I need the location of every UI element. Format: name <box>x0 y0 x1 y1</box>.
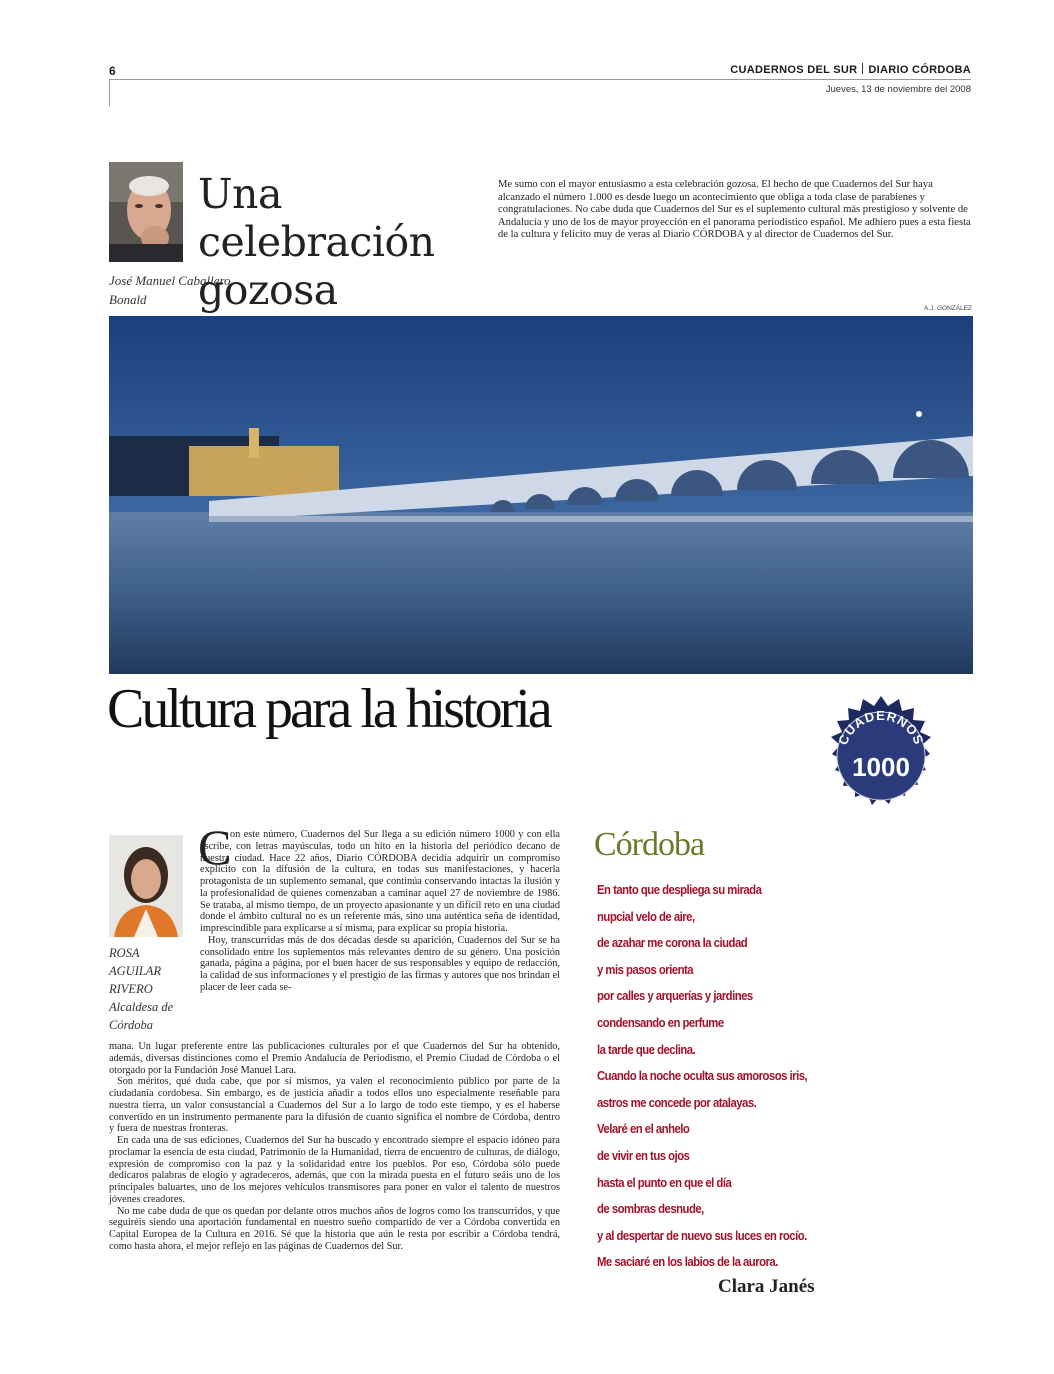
poem-line: por calles y arquerías y jardines <box>597 988 753 1004</box>
poem-line: de azahar me corona la ciudad <box>597 935 748 951</box>
photo-credit: A.J. GONZÁLEZ <box>923 305 972 312</box>
poem-line: Cuando la noche oculta sus amorosos iris, <box>597 1068 808 1084</box>
drop-cap: C <box>198 819 232 875</box>
poem-line: y al despertar de nuevo sus luces en rocío. <box>597 1227 807 1243</box>
article-body-wide <box>109 1041 560 1253</box>
poem-line: la tarde que declina. <box>597 1041 696 1057</box>
badge-word: CUADERNOS <box>835 707 927 748</box>
author-caption: ROSA AGUILAR RIVERO Alcaldesa de Córdoba <box>109 946 174 1032</box>
poem-line: astros me concede por atalayas. <box>597 1094 757 1110</box>
masthead-separator <box>862 63 863 74</box>
newspaper-name: DIARIO CÓRDOBA <box>868 64 971 76</box>
poem-line: nupcial velo de aire, <box>597 908 695 924</box>
paragraph: En cada una de sus ediciones, Cuadernos del Sur ha buscado y encontrado siempre el espacio idóneo para proclamar la esencia de esta ciudad, Patrimonio de la Humanidad, tierra de encuentro de culturas, de diálogo, expresión de compromiso con la paz y la solidaridad entre los pueblos. Por eso, Córdoba sólo puede dedicaros palabras de elogio y agradeceros, además, que con la mirada puesta en el futuro seáis uno de los principales baluartes, uno de los mejores vehículos transmisores para poner en valor el talento de nuestros jóvenes creadores. <box>109 1135 560 1205</box>
paragraph: No me cabe duda de que os quedan por delante otros muchos años de logros como los transcurridos, y que seguiréis siendo una aportación fundamental en nuestro sueño compartido de ver a Córdoba convertida en Capital Europea de la Cultura en 2016. Sé que la historia que aún le resta por escribir a Córdoba tendrá, como hasta ahora, el mejor reflejo en las páginas de Cuadernos del Sur. <box>109 1205 560 1252</box>
paragraph: Son méritos, qué duda cabe, que por sí mismos, ya valen el reconocimiento público por parte de la ciudadanía cordobesa. Sin embargo, es de justicia añadir a todos ellos uno especialmente reseñable para nuestra tierra, un valor consustancial a Cuadernos del Sur a lo largo de todo este tiempo, y es el haberse convertido en un instrumento permanente para la difusión de cuanto significa el nombre de Córdoba, dentro y fuera de nuestras fronteras. <box>109 1076 560 1135</box>
article-author: José Manuel Caballero Bonald <box>109 273 231 307</box>
poem-line: de vivir en tus ojos <box>597 1147 690 1163</box>
article-title: Una celebración gozosa <box>198 170 435 314</box>
poem-line: Velaré en el anhelo <box>597 1121 690 1137</box>
poem-line: y mis pasos orienta <box>597 961 694 977</box>
badge-number: 1000 <box>852 752 910 782</box>
author-portrait-aguilar <box>109 835 183 937</box>
section-name: CUADERNOS DEL SUR <box>730 64 858 76</box>
paragraph: mana. Un lugar preferente entre las publicaciones culturales por el que Cuadernos del Sur ha obtenido, además, diversas distinciones como el Premio Andalucía de Periodismo, el Premio Ciudad de Córdoba o el otorgado por la Fundación José Manuel Lara. <box>109 1041 560 1076</box>
cuadernos-1000-badge <box>817 694 945 822</box>
header-rule-vertical <box>109 79 110 106</box>
headline: Cultura para la historia <box>107 678 550 740</box>
page-number: 6 <box>109 64 116 78</box>
poet-name: Clara Janés <box>718 1276 815 1297</box>
poem-body <box>597 880 927 1279</box>
poem-line: Me saciaré en los labios de la aurora. <box>597 1254 778 1270</box>
paragraph: on este número, Cuadernos del Sur llega a su edición número 1000 y con ella escribe, con letras mayúsculas, todo un hito en la historia del periódico decano de nuestra ciudad. Hace 22 años, Diario CÓRDOBA decidía adquirir un compromiso explícito con la difusión de la cultura, en todas sus manifestaciones, y hacerla protagonista de un suplemento semanal, que continúa conservando intactas la ilusión y la profesionalidad de quienes comenzaban a caminar aquel 27 de noviembre de 1986. Se trataba, al mismo tiempo, de un proyecto apasionante y un difícil reto en una ciudad donde el ámbito cultural no es un referente más, sino una auténtica seña de identidad, imprescindible para explicarse a sí misma, para explicar su propia historia. <box>200 829 560 934</box>
masthead <box>730 63 971 76</box>
author-portrait-caballero <box>109 162 183 262</box>
poem-title: Córdoba <box>594 826 705 863</box>
article-body-column <box>200 829 560 994</box>
header-rule <box>109 79 971 80</box>
poem-line: hasta el punto en que el día <box>597 1174 732 1190</box>
poem-line: de sombras desnude, <box>597 1201 704 1217</box>
article-body: Me sumo con el mayor entusiasmo a esta celebración gozosa. El hecho de que Cuadernos del Sur haya alcanzado el número 1.000 es desde luego un acontecimiento que obliga a toda clase de parabienes y congratulaciones. No cabe duda que Cuadernos del Sur es el suplemento cultural más prestigioso y solvente de Andalucía y uno de los de mayor proyección en el panorama periodístico español. Me adhiero pues a esta fiesta de la cultura y felicito muy de veras al Diario CÓRDOBA y al director de Cuadernos del Sur. <box>498 179 971 241</box>
roman-bridge-photo <box>109 316 973 674</box>
poem-line: condensando en perfume <box>597 1014 724 1030</box>
paragraph: Hoy, transcurridas más de dos décadas desde su aparición, Cuadernos del Sur se ha consolidado entre los suplementos más relevantes dentro de su género. Una posición ganada, página a página, por el buen hacer de sus responsables y equipo de redacción, la calidad de sus informaciones y el prestigio de las firmas y autores que nos brindan el placer de leer cada se- <box>200 934 560 993</box>
poem-line: En tanto que despliega su mirada <box>597 882 762 897</box>
issue-date: Jueves, 13 de noviembre del 2008 <box>825 84 971 95</box>
